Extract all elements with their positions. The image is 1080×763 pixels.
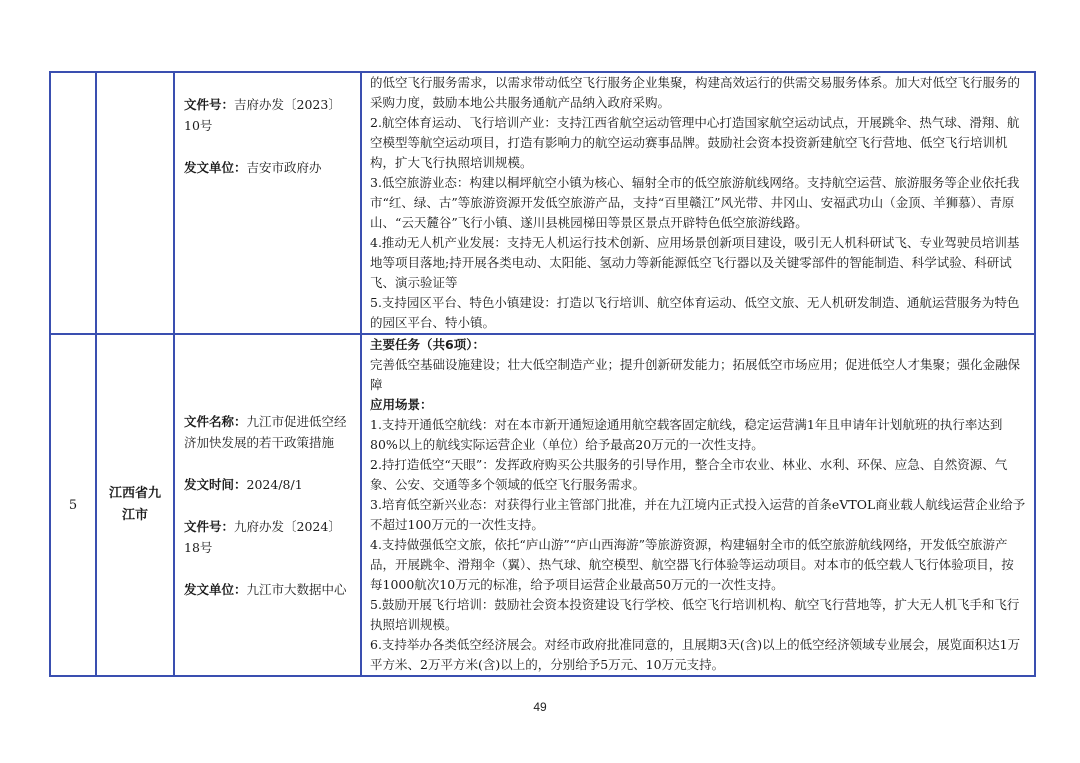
- issue-date: [184, 474, 352, 495]
- content-paragraph: 6.支持举办各类低空经济展会。对经市政府批准同意的，且展期3天(含)以上的低空经济领域专业展会，展览面积达1万平方米、2万平方米(含)以上的，分别给予5万元、10万元支持。: [370, 637, 1021, 672]
- scenes-heading: 应用场景：: [370, 397, 433, 412]
- content-cell: [361, 334, 1035, 676]
- doc-name-label: 文件名称：: [184, 413, 247, 429]
- doc-name: [184, 411, 352, 453]
- region-cell: [96, 72, 174, 334]
- issuer-value: 吉安市政府办: [246, 160, 322, 175]
- region-name: 江西省九江市: [108, 486, 161, 523]
- content-cell: [361, 72, 1035, 334]
- content-paragraph: 2.持打造低空“天眼”：发挥政府购买公共服务的引导作用，整合全市农业、林业、水利、环保、应急、自然资源、气象、公安、交通等多个领域的低空飞行服务需求。: [370, 457, 1008, 492]
- policy-table: [49, 71, 1036, 677]
- content-paragraph: 2.航空体育运动、飞行培训产业：支持江西省航空运动管理中心打造国家航空运动试点，开展跳伞、热气球、滑翔、航空模型等航空运动项目，打造有影响力的航空运动赛事品牌。鼓励社会资本投资新建航空飞行营地、低空飞行培训机构，扩大飞行执照培训规模。: [370, 115, 1020, 170]
- table-row: [50, 72, 1035, 334]
- issuer-label: 发文单位：: [184, 581, 247, 597]
- doc-number-label: 文件号：: [184, 97, 235, 112]
- index-cell: 5: [50, 334, 96, 676]
- page-number: 49: [533, 700, 547, 714]
- content-paragraph: 4.支持做强低空文旅，依托“庐山游”“庐山西海游”等旅游资源，构建辐射全市的低空旅游航线网络，开发低空旅游产品，开展跳伞、滑翔伞（翼）、热气球、航空模型、航空器飞行体验等运动项目。对本市的低空载人飞行体验项目，按每1000航次10万元的标准，给予项目运营企业最高50万元的一次性支持。: [370, 537, 1014, 592]
- index-cell: [50, 72, 96, 334]
- doc-number-value: 九府办发〔2024〕18号: [184, 518, 341, 555]
- content-paragraph: 5.支持园区平台、特色小镇建设：打造以飞行培训、航空体育运动、低空文旅、无人机研发制造、通航运营服务为特色的园区平台、特小镇。: [370, 295, 1020, 330]
- doc-number: [184, 94, 352, 136]
- meta-cell: [174, 334, 361, 676]
- tasks-text: 完善低空基础设施建设；壮大低空制造产业；提升创新研发能力；拓展低空市场应用；促进低空人才集聚；强化金融保障: [370, 357, 1021, 392]
- region-cell: [96, 334, 174, 676]
- content-paragraph: 3.培育低空新兴业态：对获得行业主管部门批准，并在九江境内正式投入运营的首条eVTOL商业载人航线运营企业给予不超过100万元的一次性支持。: [370, 497, 1026, 532]
- issuer-value: 九江市大数据中心: [246, 581, 347, 597]
- issue-date-value: 2024/8/1: [246, 476, 303, 492]
- issuer-label: 发文单位：: [184, 160, 247, 175]
- issuer: [184, 579, 352, 600]
- content-paragraph: 3.低空旅游业态：构建以桐坪航空小镇为核心、辐射全市的低空旅游航线网络。支持航空运营、旅游服务等企业依托我市“红、绿、古”等旅游资源开发低空旅游产品，支持“百里赣江”风光带、井冈山、安福武功山（金顶、羊狮慕）、青原山、“云天麓谷”飞行小镇、遂川县桃园梯田等景区景点开辟特色低空旅游线路。: [370, 175, 1020, 230]
- table-row: [50, 334, 1035, 676]
- issue-date-label: 发文时间：: [184, 476, 247, 492]
- doc-number-value: 吉府办发〔2023〕10号: [184, 97, 341, 133]
- content-paragraph: 的低空飞行服务需求，以需求带动低空飞行服务企业集聚，构建高效运行的供需交易服务体系。加大对低空飞行服务的采购力度，鼓励本地公共服务通航产品纳入政府采购。: [370, 75, 1021, 110]
- issuer: [184, 157, 352, 178]
- meta-cell: [174, 72, 361, 334]
- tasks-heading: 主要任务（共6项）：: [370, 337, 485, 352]
- doc-number-label: 文件号：: [184, 518, 235, 534]
- content-paragraph: 4.推动无人机产业发展：支持无人机运行技术创新、应用场景创新项目建设，吸引无人机科研试飞、专业驾驶员培训基地等项目落地;持开展各类电动、太阳能、氢动力等新能源低空飞行器以及关键零部件的智能制造、科学试验、科研试飞、演示验证等: [370, 235, 1020, 290]
- content-paragraph: 5.鼓励开展飞行培训：鼓励社会资本投资建设飞行学校、低空飞行培训机构、航空飞行营地等，扩大无人机飞手和飞行执照培训规模。: [370, 597, 1020, 632]
- doc-name-value: 九江市促进低空经济加快发展的若干政策措施: [184, 413, 347, 450]
- content-paragraph: 1.支持开通低空航线：对在本市新开通短途通用航空载客固定航线，稳定运营满1年且申请年计划航班的执行率达到80%以上的航线实际运营企业（单位）给予最高20万元的一次性支持。: [370, 417, 1003, 452]
- doc-number: [184, 516, 352, 558]
